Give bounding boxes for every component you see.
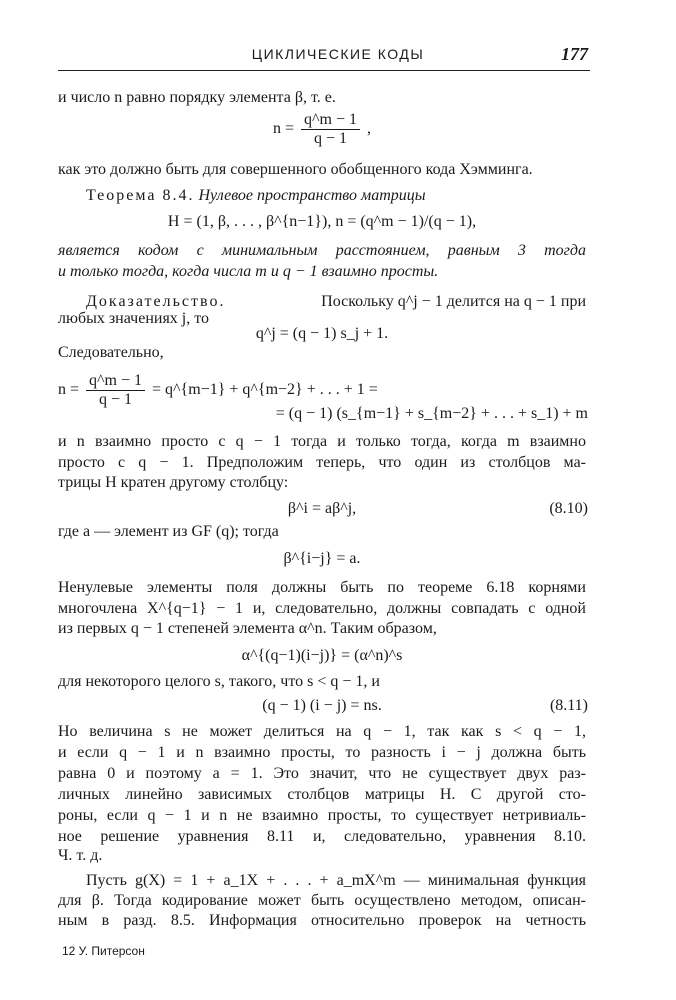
page-number: 177 <box>561 44 588 64</box>
text-line: трицы H кратен другому столбцу: <box>58 474 289 491</box>
fraction-numerator: q^m − 1 <box>301 111 360 130</box>
text-line: Следовательно, <box>58 344 164 361</box>
theorem-head: Теорема 8.4. <box>86 187 195 204</box>
text-line: личных линейно зависимых столбцов матрицы H. С другой сто- <box>58 786 586 803</box>
equation-beta-a: β^{i−j} = a. <box>283 550 361 567</box>
eq-rhs: = q^{m−1} + q^{m−2} + . . . + 1 = <box>152 381 378 399</box>
theorem-line <box>58 186 586 206</box>
text-line: равна 0 и поэтому a = 1. Это значит, что не существует двух раз- <box>58 765 586 782</box>
theorem-line: является кодом с минимальным расстоянием, равным 3 тогда <box>58 242 586 259</box>
text-line: и n взаимно просто с q − 1 тогда и только тогда, когда m взаимно <box>58 433 586 450</box>
equation-beta: β^i = aβ^j, <box>287 500 357 517</box>
text-line: многочлена X^{q−1} − 1 и, следовательно, должны совпадать с одной <box>58 600 586 617</box>
text-line: как это должно быть для совершенного обобщенного кода Хэмминга. <box>58 161 533 178</box>
equation-number: (8.11) <box>549 697 588 714</box>
text-line: просто с q − 1. Предположим теперь, что один из столбцов ма- <box>58 454 586 471</box>
text-line: и если q − 1 и n взаимно просты, то разность i − j должна быть <box>58 744 586 761</box>
text-line: из первых q − 1 степеней элемента α^n. Таким образом, <box>58 620 437 637</box>
text-line: где a — элемент из GF (q); тогда <box>58 523 279 540</box>
text-line: любых значениях j, то <box>58 310 210 327</box>
text-line: Но величина s не может делиться на q − 1, так как s < q − 1, <box>58 723 586 740</box>
header-rule <box>58 70 590 71</box>
text-line: ным в разд. 8.5. Информация относительно проверок на четность <box>58 912 586 929</box>
equation-alpha: α^{(q−1)(i−j)} = (α^n)^s <box>241 647 403 664</box>
text-line: для некоторого целого s, такого, что s < q − 1, и <box>58 673 380 690</box>
signature-mark: 12 У. Питерсон <box>62 944 145 958</box>
equation-continuation: = (q − 1) (s_{m−1} + s_{m−2} + . . . + s_1) + m <box>275 405 588 422</box>
text-line: Пусть g(X) = 1 + a_1X + . . . + a_mX^m — минимальная функция <box>86 872 586 889</box>
proof-text: Поскольку q^j − 1 делится на q − 1 при <box>321 293 586 310</box>
eq-lhs: n = <box>58 381 80 399</box>
theorem-line: и только тогда, когда числа m и q − 1 взаимно просты. <box>58 263 439 280</box>
text-line: и число n равно порядку элемента β, т. е. <box>58 89 336 106</box>
equation-qj: q^j = (q − 1) s_j + 1. <box>255 325 389 342</box>
proof-head: Доказательство. <box>86 293 226 310</box>
text-line: Ненулевые элементы поля должны быть по теореме 6.18 корнями <box>58 579 586 596</box>
fraction-numerator: q^m − 1 <box>86 372 145 391</box>
fraction-denominator: q − 1 <box>99 391 133 408</box>
fraction-denominator: q − 1 <box>313 130 348 147</box>
equation-number: (8.10) <box>549 500 588 517</box>
eq-tail: , <box>367 120 371 138</box>
equation-ns: (q − 1) (i − j) = ns. <box>262 697 382 714</box>
equation-n <box>58 111 586 148</box>
text-line: для β. Тогда кодирование может быть осуществлено методом, описан- <box>58 892 586 909</box>
text-line: Ч. т. д. <box>58 847 103 864</box>
equation-matrix: H = (1, β, . . . , β^{n−1}), n = (q^m − 1)/(q − 1), <box>167 213 477 230</box>
eq-lhs: n = <box>272 120 295 138</box>
fraction <box>301 111 360 148</box>
text-line: роны, если q − 1 и n не взаимно просты, то существует нетривиаль- <box>58 807 586 824</box>
text-line: ное решение уравнения 8.11 и, следовательно, уравнения 8.10. <box>58 828 586 845</box>
theorem-text: Нулевое пространство матрицы <box>198 187 426 204</box>
running-header-title: ЦИКЛИЧЕСКИЕ КОДЫ <box>251 46 425 62</box>
